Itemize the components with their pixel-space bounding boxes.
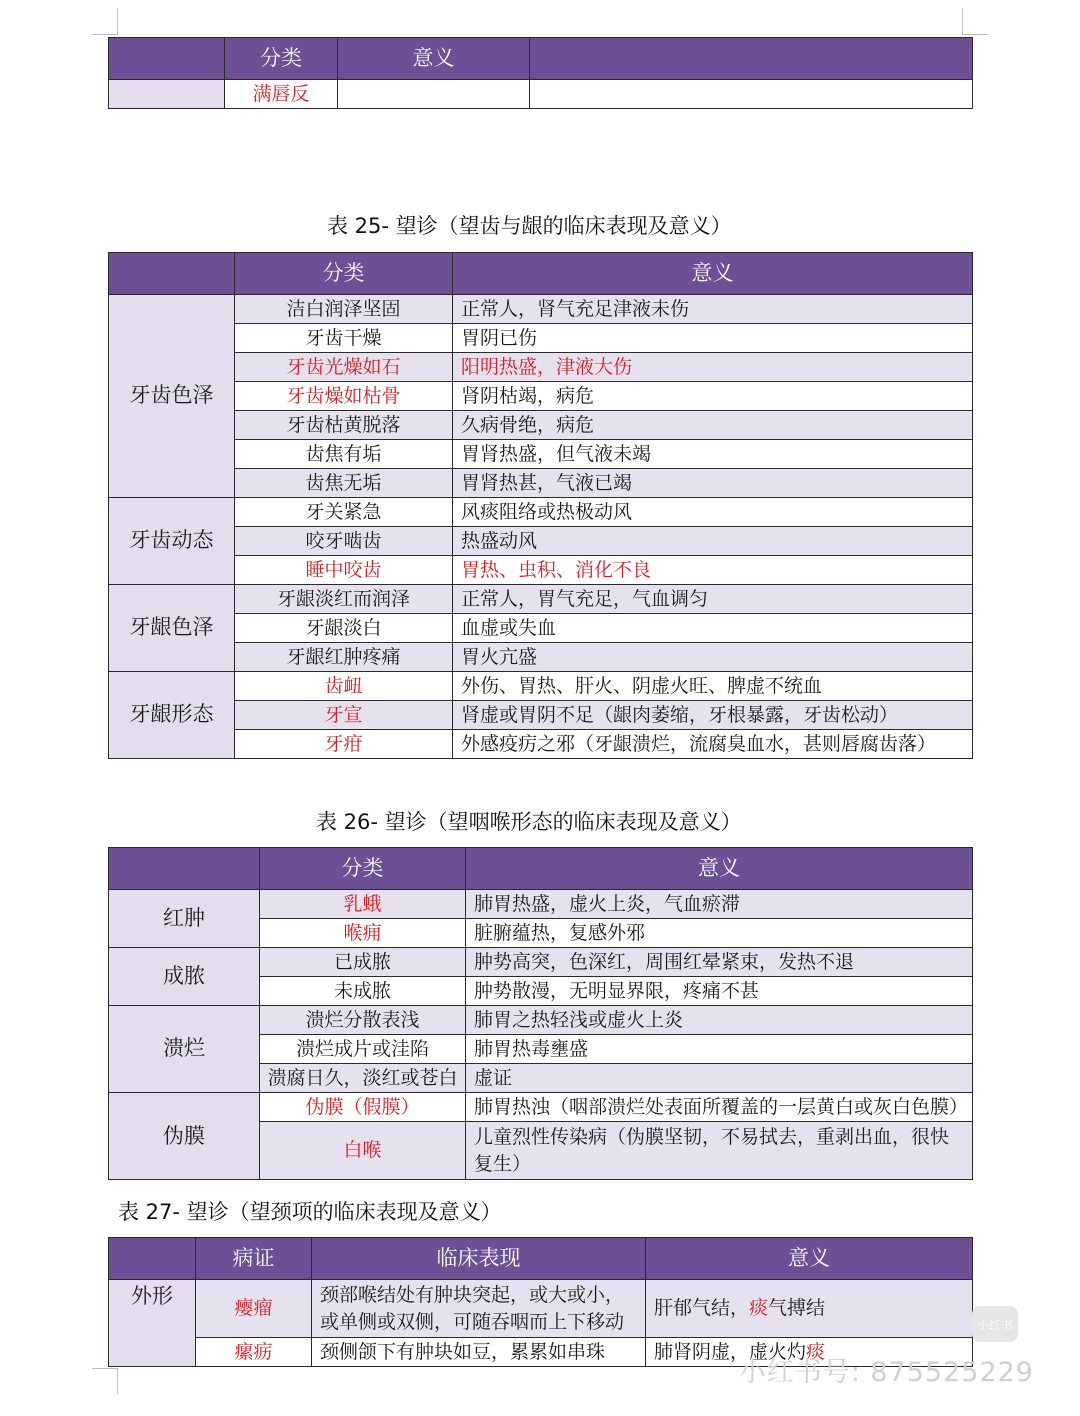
table-row: 瘰疬: [196, 1338, 312, 1367]
row-meaning: [338, 80, 530, 109]
corner-mark-top-left-h: [92, 34, 118, 35]
header-meaning: 意义: [338, 38, 530, 80]
table-row: 齿焦有垢: [235, 440, 453, 469]
table-row: 牙齿干燥: [235, 324, 453, 353]
corner-mark-bottom-left-h: [92, 1368, 118, 1369]
table-row: 外感疫疠之邪（牙龈溃烂，流腐臭血水，甚则唇腐齿落）: [453, 730, 973, 759]
table-row: 正常人，胃气充足，气血调匀: [453, 585, 973, 614]
table-row: 胃阴已伤: [453, 324, 973, 353]
t27-meaning-part: 气搏结: [768, 1297, 826, 1320]
table-row: 牙齿光燥如石: [235, 353, 453, 382]
t27-header-disease: 病证: [196, 1238, 312, 1280]
table-row: 儿童烈性传染病（伪膜坚韧，不易拭去，重剥出血，很快复生）: [466, 1122, 973, 1180]
t26-group-pseudomembrane: 伪膜: [109, 1093, 260, 1180]
table-row: 肺胃热盛，虚火上炎，气血瘀滞: [466, 890, 973, 919]
t25-group-gum-shape: 牙龈形态: [109, 672, 235, 759]
corner-mark-top-right-h: [962, 34, 988, 35]
table-row: 牙龈淡白: [235, 614, 453, 643]
table-row: 齿焦无垢: [235, 469, 453, 498]
table-row: 胃热、虫积、消化不良: [453, 556, 973, 585]
table-row: 血虚或失血: [453, 614, 973, 643]
watermark-logo: 小红书: [972, 1306, 1018, 1342]
table-row: 阳明热盛，津液大伤: [453, 353, 973, 382]
table-row: 白喉: [260, 1122, 466, 1180]
table-27-caption: 表 27- 望诊（望颈项的临床表现及意义）: [118, 1200, 502, 1224]
table-27: [108, 1237, 973, 1367]
table-26-caption: 表 26- 望诊（望咽喉形态的临床表现及意义）: [316, 810, 742, 834]
table-26: [108, 847, 973, 1180]
group-cell: [109, 80, 225, 109]
table-25-caption: 表 25- 望诊（望齿与龈的临床表现及意义）: [327, 214, 732, 238]
table-row: 虚证: [466, 1064, 973, 1093]
table-row: 牙宣: [235, 701, 453, 730]
table-row: 牙齿枯黄脱落: [235, 411, 453, 440]
top-partial-table: [108, 37, 973, 109]
row-extra: [530, 80, 973, 109]
table-row: 脏腑蕴热，复感外邪: [466, 919, 973, 948]
header-category: 分类: [225, 38, 338, 80]
t27-meaning-red: 痰: [806, 1340, 826, 1363]
table-row: 胃火亢盛: [453, 643, 973, 672]
table-row: 乳蛾: [260, 890, 466, 919]
table-row: 已成脓: [260, 948, 466, 977]
t25-header-blank: [109, 253, 235, 295]
table-row: 未成脓: [260, 977, 466, 1006]
header-blank: [109, 38, 225, 80]
t27-header-meaning: 意义: [646, 1238, 973, 1280]
table-row: 牙龈淡红而润泽: [235, 585, 453, 614]
t27-header-sign: 临床表现: [312, 1238, 646, 1280]
t26-header-meaning: 意义: [466, 848, 973, 890]
header-blurred: [530, 38, 973, 80]
table-row: 溃烂成片或洼陷: [260, 1035, 466, 1064]
t25-group-gum-color: 牙龈色泽: [109, 585, 235, 672]
corner-mark-top-left-v: [117, 8, 118, 34]
table-row: 肺胃之热轻浅或虚火上炎: [466, 1006, 973, 1035]
table-row: 肺胃热毒壅盛: [466, 1035, 973, 1064]
t25-group-tooth-motion: 牙齿动态: [109, 498, 235, 585]
table-row: 瘿瘤: [196, 1280, 312, 1338]
table-row: 咬牙啮齿: [235, 527, 453, 556]
t25-header-meaning: 意义: [453, 253, 973, 295]
row-sub: 满唇反: [225, 80, 338, 109]
table-row: 齿衄: [235, 672, 453, 701]
table-row: 牙关紧急: [235, 498, 453, 527]
table-row: 颈侧颌下有肿块如豆，累累如串珠: [312, 1338, 646, 1367]
t27-meaning-part: 肝郁气结，: [654, 1297, 750, 1320]
t27-group-shape: 外形: [109, 1280, 196, 1367]
table-row: 肿势高突，色深红，周围红晕紧束，发热不退: [466, 948, 973, 977]
t26-group-ulcer: 溃烂: [109, 1006, 260, 1093]
table-row: 溃烂分散表浅: [260, 1006, 466, 1035]
corner-mark-top-right-v: [962, 8, 963, 34]
table-row: 牙龈红肿疼痛: [235, 643, 453, 672]
t25-header-category: 分类: [235, 253, 453, 295]
table-row: 肺胃热浊（咽部溃烂处表面所覆盖的一层黄白或灰白色膜）: [466, 1093, 973, 1122]
table-row: 热盛动风: [453, 527, 973, 556]
table-row: 伪膜（假膜）: [260, 1093, 466, 1122]
table-row: 牙疳: [235, 730, 453, 759]
table-row: 肾阴枯竭，病危: [453, 382, 973, 411]
table-row: 喉痈: [260, 919, 466, 948]
t27-meaning-red: 痰: [749, 1297, 769, 1320]
table-25: [108, 252, 973, 759]
corner-mark-bottom-left-v: [117, 1368, 118, 1394]
t27-header-blank: [109, 1238, 196, 1280]
table-row: 久病骨绝，病危: [453, 411, 973, 440]
table-row: [646, 1280, 973, 1338]
table-row: 正常人，肾气充足津液未伤: [453, 295, 973, 324]
table-row: 溃腐日久，淡红或苍白: [260, 1064, 466, 1093]
table-row: 风痰阻络或热极动风: [453, 498, 973, 527]
t27-meaning-part: 肺肾阴虚，虚火灼: [654, 1340, 807, 1363]
table-row: 洁白润泽坚固: [235, 295, 453, 324]
table-row: 颈部喉结处有肿块突起，或大或小，或单侧或双侧，可随吞咽而上下移动: [312, 1280, 646, 1338]
table-row: 外伤、胃热、肝火、阴虚火旺、脾虚不统血: [453, 672, 973, 701]
watermark-text: 小红书号: 875525229: [738, 1357, 1034, 1388]
t25-group-tooth-color: 牙齿色泽: [109, 295, 235, 498]
table-row: 睡中咬齿: [235, 556, 453, 585]
t26-header-category: 分类: [260, 848, 466, 890]
table-row: 牙齿燥如枯骨: [235, 382, 453, 411]
table-row: 肿势散漫，无明显界限，疼痛不甚: [466, 977, 973, 1006]
table-row: 胃肾热盛，但气液未竭: [453, 440, 973, 469]
t26-group-pus: 成脓: [109, 948, 260, 1006]
table-row: 肾虚或胃阴不足（龈肉萎缩，牙根暴露，牙齿松动）: [453, 701, 973, 730]
table-row: 胃肾热甚，气液已竭: [453, 469, 973, 498]
t26-group-swelling: 红肿: [109, 890, 260, 948]
t26-header-blank: [109, 848, 260, 890]
